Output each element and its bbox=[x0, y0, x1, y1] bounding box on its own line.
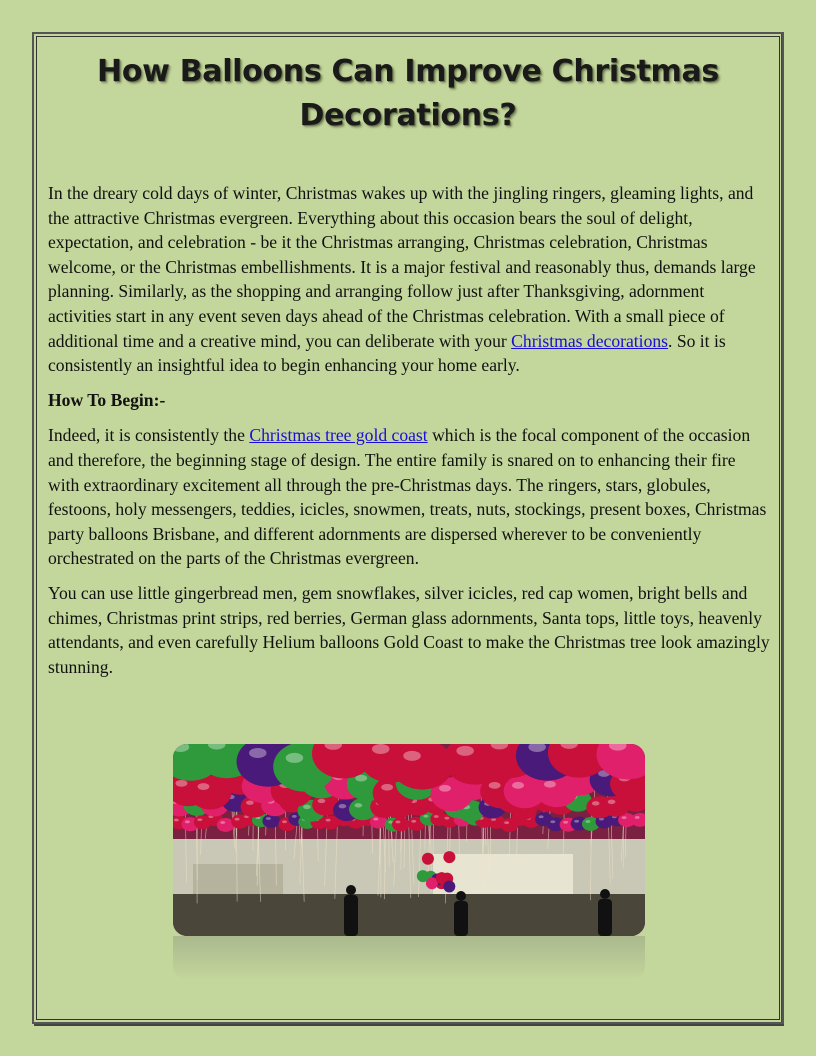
paragraph-decorations: You can use little gingerbread men, gem snowflakes, silver icicles, red cap women, bright bells and chimes, Christmas print strips, red berries, German glass adornments, Santa tops, little toys, heavenly attendants, and even carefully Helium balloons Gold Coast to make the Christmas tree look amazingly stunning. bbox=[48, 582, 770, 677]
paragraph-how-to-begin-text: Indeed, it is consistently the bbox=[48, 425, 250, 446]
paragraph-intro bbox=[48, 181, 770, 378]
photo-reflection bbox=[173, 936, 645, 980]
christmas-tree-gold-coast-link[interactable]: Christmas tree gold coast bbox=[249, 425, 428, 446]
paragraph-intro-text: In the dreary cold days of winter, Christmas wakes up with the jingling ringers, gleaming lights, and the attractive Christmas evergreen. Everything about this occasion bears the soul of delight, expectation, and celebration - be it the Christmas arranging, Christmas celebration, Christmas welcome, or the Christmas embellishments. It is a major festival and reasonably thus, demands large planning. Similarly, as the shopping and arranging follow just after Thanksgiving, adornment activities start in any event seven days ahead of the Christmas celebration. With a small piece of additional time and a creative mind, you can deliberate with your bbox=[48, 183, 756, 351]
paragraph-intro-text-end: . So it is consistently an insightful idea to begin enhancing your home early. bbox=[48, 330, 726, 376]
section-heading: How To Begin:- bbox=[48, 389, 166, 410]
document-title bbox=[60, 50, 756, 138]
balloons-photo bbox=[173, 744, 645, 936]
title-line-1: How Balloons Can Improve Christmas bbox=[97, 54, 719, 89]
document-body bbox=[48, 181, 770, 689]
christmas-decorations-link[interactable]: Christmas decorations bbox=[511, 330, 669, 351]
paragraph-how-to-begin-text-end: which is the focal component of the occasion and therefore, the beginning stage of design. The entire family is snared on to enhancing their fire with extraordinary excitement all through the pre-Christmas days. The ringers, stars, globules, festoons, holy messengers, teddies, icicles, snowmen, treats, nuts, stockings, present boxes, Christmas party balloons Brisbane, and different adornments are dispersed wherever to be conveniently orchestrated on the parts of the Christmas evergreen. bbox=[48, 425, 767, 569]
balloons-photo-drawing bbox=[173, 744, 645, 936]
title-line-2: Decorations? bbox=[299, 98, 517, 133]
paragraph-how-to-begin bbox=[48, 423, 770, 571]
